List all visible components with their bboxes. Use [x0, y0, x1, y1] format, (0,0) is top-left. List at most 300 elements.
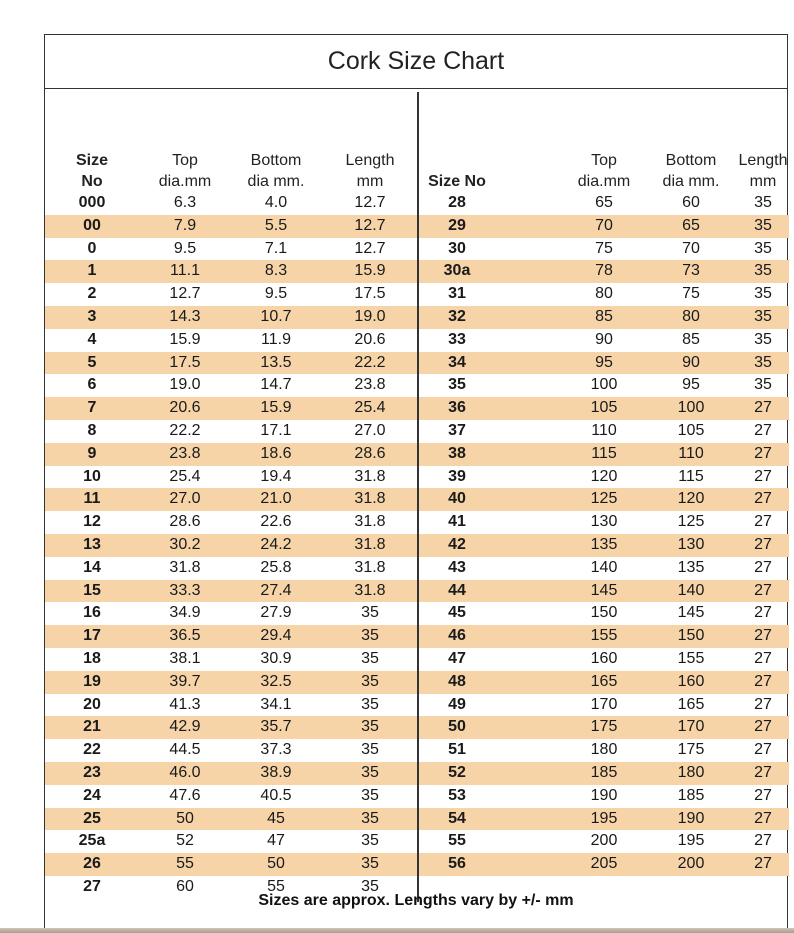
length-cell: 31.8: [354, 535, 386, 553]
size-no-cell: 17: [83, 627, 101, 645]
top-dia-cell: 44.5: [169, 741, 201, 759]
bottom-dia-cell: 80: [682, 307, 700, 325]
top-dia-cell: 70: [595, 216, 613, 234]
table-row: [419, 238, 789, 261]
size-no-cell: 45: [448, 604, 466, 622]
cork-size-chart-sheet: [44, 34, 788, 933]
size-no-cell: 27: [83, 877, 101, 895]
bottom-dia-cell: 14.7: [260, 376, 292, 394]
length-cell: 35: [754, 307, 772, 325]
size-no-cell: 42: [448, 535, 466, 553]
length-cell: 35: [361, 627, 379, 645]
size-no-cell: 000: [78, 194, 106, 211]
top-dia-cell: 38.1: [169, 649, 201, 667]
table-row: [419, 602, 789, 625]
length-cell: 15.9: [354, 262, 386, 280]
length-cell: 27: [754, 444, 772, 462]
bottom-dia-cell: 155: [677, 649, 705, 667]
top-dia-cell: 80: [595, 285, 613, 303]
bottom-dia-cell: 11.9: [261, 330, 291, 348]
table-row: [45, 648, 417, 671]
size-no-cell: 10: [83, 467, 101, 485]
length-cell: 35: [754, 285, 772, 303]
right-table-body: [419, 192, 789, 876]
length-cell: 27: [754, 581, 772, 599]
bottom-dia-cell: 195: [677, 832, 705, 850]
table-row: [419, 283, 789, 306]
length-cell: 35: [754, 353, 772, 371]
length-cell: 27: [754, 809, 772, 827]
bottom-dia-cell: 5.5: [264, 216, 288, 234]
bottom-dia-cell: 160: [677, 672, 705, 690]
bottom-dia-cell: 15.9: [260, 399, 292, 417]
top-dia-cell: 175: [590, 718, 618, 736]
bottom-dia-cell: 90: [682, 353, 700, 371]
length-cell: 31.8: [354, 490, 386, 508]
top-dia-cell: 205: [590, 855, 618, 873]
size-no-cell: 38: [448, 444, 466, 462]
bottom-dia-cell: 38.9: [260, 763, 292, 781]
length-cell: 31.8: [354, 581, 386, 599]
top-dia-cell: 36.5: [169, 627, 201, 645]
length-cell: 35: [361, 741, 379, 759]
bottom-dia-cell: 170: [677, 718, 705, 736]
table-row: [419, 306, 789, 329]
length-cell: 35: [361, 649, 379, 667]
length-cell: 31.8: [354, 467, 386, 485]
table-row: [419, 580, 789, 603]
top-dia-cell: 20.6: [169, 399, 201, 417]
left-table: [45, 144, 417, 899]
bottom-dia-cell: 22.6: [260, 513, 292, 531]
size-no-cell: 44: [448, 581, 466, 599]
table-row: [419, 694, 789, 717]
bottom-dia-cell: 120: [677, 490, 705, 508]
size-no-cell: 25a: [78, 832, 106, 850]
bottom-dia-cell: 65: [682, 216, 700, 234]
bottom-dia-cell: 27.4: [260, 581, 292, 599]
top-dia-cell: 78: [595, 262, 613, 280]
size-no-cell: 46: [448, 627, 466, 645]
bottom-dia-cell: 47: [267, 832, 285, 850]
bottom-dia-cell: 9.5: [264, 285, 288, 303]
top-dia-cell: 90: [595, 330, 613, 348]
top-dia-cell: 195: [590, 809, 618, 827]
header-bottom-line2: dia mm.: [662, 173, 720, 190]
size-no-cell: 30: [448, 239, 466, 257]
bottom-dia-cell: 175: [677, 741, 705, 759]
table-row: [45, 329, 417, 352]
bottom-dia-cell: 115: [678, 467, 704, 485]
header-bottom-dia: [651, 150, 731, 192]
top-dia-cell: 22.2: [169, 421, 201, 439]
table-row: [45, 511, 417, 534]
header-size-no: Size No: [428, 173, 486, 190]
table-row: [419, 488, 789, 511]
top-dia-cell: 185: [590, 763, 618, 781]
size-no-cell: 53: [448, 786, 466, 804]
size-no-cell: 30a: [443, 262, 471, 280]
top-dia-cell: 140: [590, 558, 618, 576]
header-top-dia: [569, 150, 639, 192]
bottom-dia-cell: 32.5: [260, 672, 292, 690]
bottom-dia-cell: 70: [682, 239, 700, 257]
top-dia-cell: 190: [590, 786, 618, 804]
length-cell: 35: [754, 216, 772, 234]
length-cell: 27: [754, 649, 772, 667]
bottom-dia-cell: 185: [677, 786, 705, 804]
left-table-body: [45, 192, 417, 899]
top-dia-cell: 165: [590, 672, 618, 690]
header-length: [737, 150, 789, 192]
bottom-dia-cell: 37.3: [260, 741, 292, 759]
bottom-dia-cell: 34.1: [260, 695, 292, 713]
size-no-cell: 48: [448, 672, 466, 690]
length-cell: 27: [754, 399, 772, 417]
top-dia-cell: 60: [176, 877, 194, 895]
length-cell: 27: [754, 672, 772, 690]
table-row: [419, 374, 789, 397]
top-dia-cell: 115: [591, 444, 617, 462]
bottom-dia-cell: 190: [677, 809, 705, 827]
bottom-dia-cell: 35.7: [260, 718, 292, 736]
size-no-cell: 22: [83, 741, 101, 759]
bottom-dia-cell: 13.5: [260, 353, 292, 371]
length-cell: 27: [754, 855, 772, 873]
top-dia-cell: 52: [176, 832, 194, 850]
table-row: [45, 853, 417, 876]
table-row: [419, 853, 789, 876]
size-no-cell: 25: [83, 809, 101, 827]
top-dia-cell: 46.0: [169, 763, 201, 781]
table-row: [419, 625, 789, 648]
size-no-cell: 8: [87, 421, 97, 439]
length-cell: 27: [754, 421, 772, 439]
bottom-dia-cell: 125: [677, 513, 705, 531]
length-cell: 27: [754, 535, 772, 553]
bottom-dia-cell: 24.2: [260, 535, 292, 553]
table-row: [45, 580, 417, 603]
table-row: [45, 466, 417, 489]
length-cell: 35: [754, 262, 772, 280]
bottom-dia-cell: 100: [677, 399, 705, 417]
length-cell: 12.7: [354, 216, 386, 234]
length-cell: 25.4: [354, 399, 386, 417]
top-dia-cell: 105: [590, 399, 618, 417]
length-cell: 27: [754, 718, 772, 736]
table-row: [45, 352, 417, 375]
top-dia-cell: 145: [590, 581, 618, 599]
size-no-cell: 52: [448, 763, 466, 781]
table-row: [419, 397, 789, 420]
top-dia-cell: 47.6: [169, 786, 201, 804]
top-dia-cell: 110: [591, 421, 617, 439]
table-row: [419, 443, 789, 466]
table-row: [419, 260, 789, 283]
top-dia-cell: 150: [590, 604, 618, 622]
header-top-line2: dia.mm: [577, 173, 631, 190]
top-dia-cell: 180: [590, 741, 618, 759]
table-row: [45, 374, 417, 397]
header-top-line1: Top: [172, 152, 198, 169]
size-no-cell: 5: [87, 353, 97, 371]
bottom-dia-cell: 165: [677, 695, 705, 713]
length-cell: 35: [361, 604, 379, 622]
table-row: [419, 329, 789, 352]
bottom-dia-cell: 40.5: [260, 786, 292, 804]
length-cell: 23.8: [354, 376, 386, 394]
table-row: [419, 716, 789, 739]
size-no-cell: 7: [87, 399, 97, 417]
bottom-dia-cell: 19.4: [260, 467, 292, 485]
paper-edge: [0, 928, 794, 933]
size-no-cell: 18: [83, 649, 101, 667]
header-size-no: Size No: [75, 152, 108, 190]
header-length-line1: Length: [345, 152, 395, 169]
size-no-cell: 1: [87, 262, 97, 280]
length-cell: 17.5: [354, 285, 386, 303]
size-no-cell: 23: [83, 763, 101, 781]
top-dia-cell: 55: [176, 855, 194, 873]
length-cell: 35: [754, 239, 772, 257]
size-no-cell: 28: [448, 194, 466, 211]
table-row: [419, 466, 789, 489]
size-no-cell: 26: [83, 855, 101, 873]
length-cell: 35: [361, 672, 379, 690]
length-cell: 19.0: [354, 307, 386, 325]
length-cell: 35: [754, 376, 772, 394]
top-dia-cell: 14.3: [169, 307, 201, 325]
length-cell: 27: [754, 786, 772, 804]
table-row: [45, 443, 417, 466]
length-cell: 12.7: [354, 194, 386, 211]
size-no-cell: 41: [448, 513, 466, 531]
top-dia-cell: 30.2: [169, 535, 201, 553]
size-no-cell: 13: [83, 535, 101, 553]
top-dia-cell: 34.9: [169, 604, 201, 622]
top-dia-cell: 31.8: [169, 558, 201, 576]
size-no-cell: 54: [448, 809, 466, 827]
right-table: [419, 144, 789, 876]
header-top-line1: Top: [591, 152, 617, 169]
length-cell: 27: [754, 741, 772, 759]
length-cell: 20.6: [354, 330, 386, 348]
bottom-dia-cell: 50: [267, 855, 285, 873]
size-no-cell: 19: [83, 672, 101, 690]
top-dia-cell: 33.3: [169, 581, 201, 599]
size-no-cell: 47: [448, 649, 466, 667]
bottom-dia-cell: 21.0: [260, 490, 292, 508]
size-no-cell: 20: [83, 695, 101, 713]
bottom-dia-cell: 60: [682, 194, 700, 211]
right-table-header: [419, 144, 789, 192]
table-row: [45, 260, 417, 283]
table-row: [419, 534, 789, 557]
length-cell: 27: [754, 832, 772, 850]
table-row: [45, 785, 417, 808]
table-row: [45, 420, 417, 443]
size-no-cell: 56: [448, 855, 466, 873]
size-no-cell: 55: [448, 832, 466, 850]
bottom-dia-cell: 4.0: [264, 194, 288, 211]
size-no-cell: 49: [448, 695, 466, 713]
size-no-cell: 11: [83, 490, 101, 508]
table-row: [419, 762, 789, 785]
top-dia-cell: 41.3: [169, 695, 201, 713]
length-cell: 27: [754, 627, 772, 645]
top-dia-cell: 120: [590, 467, 618, 485]
top-dia-cell: 19.0: [169, 376, 201, 394]
header-top-line2: dia.mm: [158, 173, 212, 190]
header-length-line2: mm: [356, 173, 384, 190]
top-dia-cell: 75: [595, 239, 613, 257]
top-dia-cell: 12.7: [169, 285, 201, 303]
top-dia-cell: 23.8: [169, 444, 201, 462]
top-dia-cell: 27.0: [169, 490, 201, 508]
table-row: [419, 192, 789, 215]
size-no-cell: 00: [83, 216, 101, 234]
header-bottom-dia: [241, 150, 311, 192]
table-row: [45, 716, 417, 739]
size-no-cell: 9: [87, 444, 97, 462]
table-row: [45, 238, 417, 261]
header-bottom-line1: Bottom: [250, 152, 302, 169]
header-length-line2: mm: [749, 173, 777, 190]
bottom-dia-cell: 10.7: [260, 307, 292, 325]
top-dia-cell: 42.9: [169, 718, 201, 736]
table-row: [45, 830, 417, 853]
size-no-cell: 43: [448, 558, 466, 576]
top-dia-cell: 7.9: [173, 216, 197, 234]
top-dia-cell: 85: [595, 307, 613, 325]
size-no-cell: 40: [448, 490, 466, 508]
size-no-cell: 21: [83, 718, 101, 736]
bottom-dia-cell: 27.9: [260, 604, 292, 622]
length-cell: 35: [361, 855, 379, 873]
table-row: [45, 694, 417, 717]
length-cell: 27: [754, 558, 772, 576]
top-dia-cell: 9.5: [173, 239, 197, 257]
table-row: [45, 808, 417, 831]
table-row: [419, 420, 789, 443]
table-row: [419, 808, 789, 831]
size-no-cell: 33: [448, 330, 466, 348]
table-row: [45, 397, 417, 420]
header-top-dia: [155, 150, 215, 192]
top-dia-cell: 125: [590, 490, 618, 508]
length-cell: 28.6: [354, 444, 386, 462]
bottom-dia-cell: 140: [677, 581, 705, 599]
size-no-cell: 0: [87, 239, 97, 257]
size-no-cell: 51: [448, 741, 466, 759]
bottom-dia-cell: 145: [677, 604, 705, 622]
length-cell: 35: [754, 330, 772, 348]
size-no-cell: 6: [87, 376, 97, 394]
table-row: [419, 671, 789, 694]
top-dia-cell: 17.5: [169, 353, 201, 371]
table-row: [419, 557, 789, 580]
table-row: [419, 739, 789, 762]
top-dia-cell: 28.6: [169, 513, 201, 531]
bottom-dia-cell: 8.3: [264, 262, 288, 280]
size-no-cell: 32: [448, 307, 466, 325]
table-row: [419, 215, 789, 238]
table-row: [45, 192, 417, 215]
size-no-cell: 37: [448, 421, 466, 439]
bottom-dia-cell: 17.1: [260, 421, 292, 439]
header-length-line1: Length: [738, 152, 788, 169]
size-no-cell: 4: [87, 330, 97, 348]
length-cell: 27: [754, 763, 772, 781]
length-cell: 12.7: [354, 239, 386, 257]
size-no-cell: 24: [83, 786, 101, 804]
top-dia-cell: 200: [590, 832, 618, 850]
bottom-dia-cell: 55: [267, 877, 285, 895]
table-row: [419, 352, 789, 375]
size-no-cell: 16: [83, 604, 101, 622]
length-cell: 35: [754, 194, 772, 211]
bottom-dia-cell: 75: [682, 285, 700, 303]
length-cell: 35: [361, 832, 379, 850]
bottom-dia-cell: 45: [267, 809, 285, 827]
bottom-dia-cell: 135: [677, 558, 705, 576]
size-no-cell: 39: [448, 467, 466, 485]
top-dia-cell: 160: [590, 649, 618, 667]
top-dia-cell: 135: [590, 535, 618, 553]
bottom-dia-cell: 25.8: [260, 558, 292, 576]
table-row: [45, 671, 417, 694]
length-cell: 27: [754, 467, 772, 485]
size-no-cell: 14: [83, 558, 101, 576]
size-no-cell: 15: [83, 581, 101, 599]
size-no-cell: 31: [448, 285, 466, 303]
bottom-dia-cell: 7.1: [264, 239, 288, 257]
top-dia-cell: 25.4: [169, 467, 201, 485]
length-cell: 35: [361, 809, 379, 827]
length-cell: 27: [754, 604, 772, 622]
top-dia-cell: 65: [595, 194, 613, 211]
size-no-cell: 29: [448, 216, 466, 234]
table-row: [419, 830, 789, 853]
top-dia-cell: 15.9: [169, 330, 201, 348]
size-no-cell: 2: [87, 285, 97, 303]
size-no-cell: 34: [448, 353, 466, 371]
size-no-cell: 35: [448, 376, 466, 394]
top-dia-cell: 130: [590, 513, 618, 531]
table-row: [419, 785, 789, 808]
size-no-cell: 36: [448, 399, 466, 417]
size-no-cell: 3: [87, 307, 97, 325]
bottom-dia-cell: 150: [677, 627, 705, 645]
table-row: [45, 602, 417, 625]
length-cell: 27.0: [354, 421, 386, 439]
top-dia-cell: 39.7: [169, 672, 201, 690]
length-cell: 27: [754, 695, 772, 713]
length-cell: 22.2: [354, 353, 386, 371]
table-row: [419, 511, 789, 534]
size-no-cell: 50: [448, 718, 466, 736]
table-row: [45, 215, 417, 238]
bottom-dia-cell: 200: [677, 855, 705, 873]
left-table-header: [45, 144, 417, 192]
length-cell: 31.8: [354, 558, 386, 576]
header-length: [335, 150, 405, 192]
length-cell: 31.8: [354, 513, 386, 531]
top-dia-cell: 100: [590, 376, 618, 394]
table-row: [45, 306, 417, 329]
bottom-dia-cell: 95: [682, 376, 700, 394]
size-no-cell: 12: [83, 513, 101, 531]
